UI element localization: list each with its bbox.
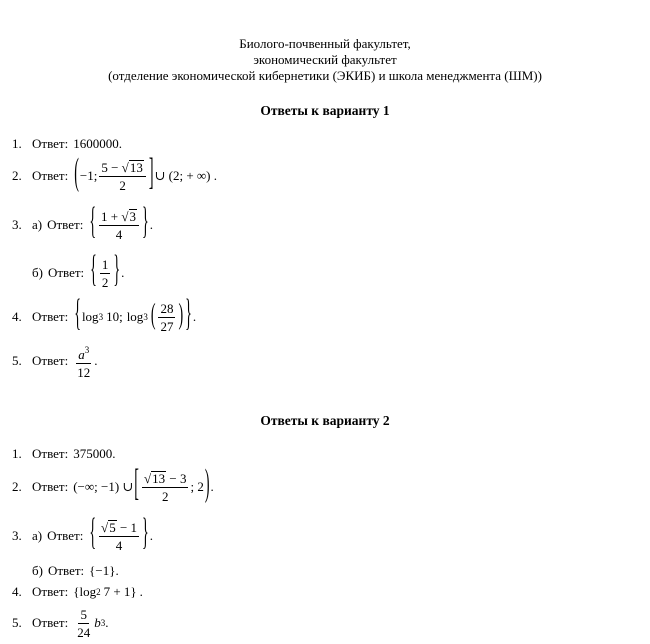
v2-answer-3b: б) Ответ: {−1}. <box>32 563 119 578</box>
v1-answer-1: 1. Ответ: 1600000. <box>12 136 122 151</box>
fraction: 5 − √ 13 2 <box>99 160 145 193</box>
v1-answer-2: 2. Ответ: ( −1; 5 − √ 13 2 ] ∪ (2; + ∞) . <box>12 154 217 195</box>
header-line-1: Биолого-почвенный факультет, <box>239 36 411 51</box>
variant2-title: Ответы к варианту 2 <box>260 413 390 428</box>
fraction: √ 13 − 3 2 <box>143 470 187 504</box>
v1-answer-4: 4. Ответ: { log 3 10; log 3 ( $\frac{28}{27}$ ) } . <box>12 295 197 336</box>
header-line-2: экономический факультет <box>253 52 397 67</box>
fraction: $\frac{5}{24}$ <box>77 606 91 640</box>
v2-answer-5: 5. Ответ: $\frac{5}{24}$ b 3 . <box>12 606 109 640</box>
fraction: $\frac{a^3}{12}$ <box>77 344 91 380</box>
v1-answer-3a: 3. а) Ответ: { 1 + √ 3 4 } . <box>12 203 154 244</box>
v2-answer-1: 1. Ответ: 375000. <box>12 446 116 461</box>
page-header <box>0 36 650 84</box>
v2-answer-3a: 3. а) Ответ: { √ 5 − 1 4 } . <box>12 514 154 555</box>
header-line-3: (отделение экономической кибернетики (ЭКИБ) и школа менеджмента (ШМ)) <box>108 68 542 83</box>
v1-answer-3b: б) Ответ: { $\frac{1}{2}$ } . <box>32 251 125 292</box>
fraction: $\frac{1}{2}$ <box>101 256 109 290</box>
fraction: $\frac{28}{27}$ <box>160 300 174 334</box>
variant1-title: Ответы к варианту 1 <box>260 103 390 118</box>
fraction: 1 + √ 3 4 <box>99 209 139 242</box>
fraction: √ 5 − 1 4 <box>101 519 138 553</box>
v2-answer-2: 2. Ответ: (−∞; −1) ∪ [ √ 13 − 3 2 ; 2 ) . <box>12 465 214 506</box>
v2-answer-4: 4. Ответ: { log 2 7 + 1 } . <box>12 584 143 599</box>
v1-answer-5: 5. Ответ: $\frac{a^3}{12}$ . <box>12 344 98 380</box>
